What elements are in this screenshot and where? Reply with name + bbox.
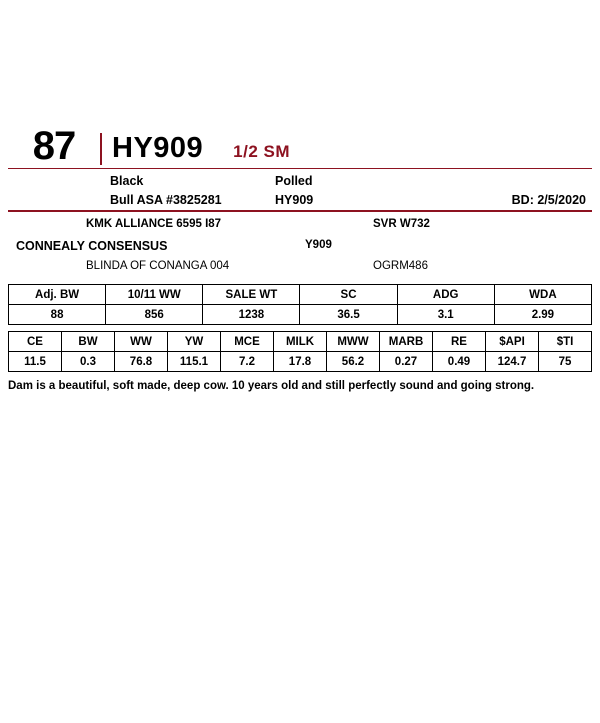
measurements-table [8,284,592,325]
epd-header-cell: CE [9,332,62,352]
measurements-header-cell: WDA [494,285,591,305]
measurements-value-cell: 3.1 [397,305,494,325]
pedigree-sire: CONNEALY CONSENSUS [16,239,168,253]
measurements-header-cell: Adj. BW [9,285,106,305]
lot-subtitle: 1/2 SM [233,142,291,161]
epd-header-cell: MARB [380,332,433,352]
measurements-value-cell: 1238 [203,305,300,325]
lot-number: 87 [32,124,76,168]
epd-value-cell: 75 [539,352,592,372]
epd-value-cell: 0.49 [433,352,486,372]
measurements-header-cell: SC [300,285,397,305]
epd-table [8,331,592,372]
epd-value-row [9,352,592,372]
lot-title-wrap [100,133,592,165]
animal-registration: Bull ASA #3825281 [110,193,222,207]
epd-header-cell: YW [168,332,221,352]
pedigree-sire-dam: BLINDA OF CONANGA 004 [86,260,230,272]
measurements-value-cell: 36.5 [300,305,397,325]
epd-header-cell: MILK [274,332,327,352]
epd-header-cell: $API [486,332,539,352]
pedigree-sire-sire: KMK ALLIANCE 6595 I87 [86,218,222,230]
epd-header-row [9,332,592,352]
epd-header-cell: MCE [221,332,274,352]
lot-note: Dam is a beautiful, soft made, deep cow. 10 years old and still perfectly sound and going strong. [8,380,535,392]
measurements-value-row [9,305,592,325]
epd-header-cell: MWW [327,332,380,352]
pedigree-dam-sire: SVR W732 [373,218,430,230]
info-row-color [110,172,592,191]
measurements-header-row [9,285,592,305]
epd-value-cell: 0.3 [62,352,115,372]
epd-value-cell: 76.8 [115,352,168,372]
animal-tattoo: HY909 [275,193,314,207]
measurements-value-cell: 2.99 [494,305,591,325]
info-block [8,169,592,210]
epd-header-cell: RE [433,332,486,352]
info-row-registration [110,191,592,210]
pedigree-block [8,214,592,284]
info-row1-extra [450,173,592,190]
epd-value-cell: 56.2 [327,352,380,372]
measurements-header-cell: 10/11 WW [106,285,203,305]
epd-value-cell: 11.5 [9,352,62,372]
epd-value-cell: 0.27 [380,352,433,372]
measurements-header-cell: SALE WT [203,285,300,305]
sale-lot-card [0,123,600,723]
epd-value-cell: 17.8 [274,352,327,372]
epd-header-cell: BW [62,332,115,352]
pedigree-dam: Y909 [305,239,332,251]
animal-birthdate: BD: 2/5/2020 [511,193,586,207]
animal-color: Black [110,174,144,188]
pedigree-dam-dam: OGRM486 [373,260,428,272]
measurements-header-cell: ADG [397,285,494,305]
epd-value-cell: 115.1 [168,352,221,372]
lot-header [8,123,592,168]
header-divider-bottom [8,210,592,212]
lot-name: HY909 [112,132,204,164]
epd-header-cell: WW [115,332,168,352]
measurements-value-cell: 856 [106,305,203,325]
animal-horn-status: Polled [275,174,313,188]
epd-value-cell: 124.7 [486,352,539,372]
measurements-value-cell: 88 [9,305,106,325]
epd-value-cell: 7.2 [221,352,274,372]
epd-header-cell: $TI [539,332,592,352]
